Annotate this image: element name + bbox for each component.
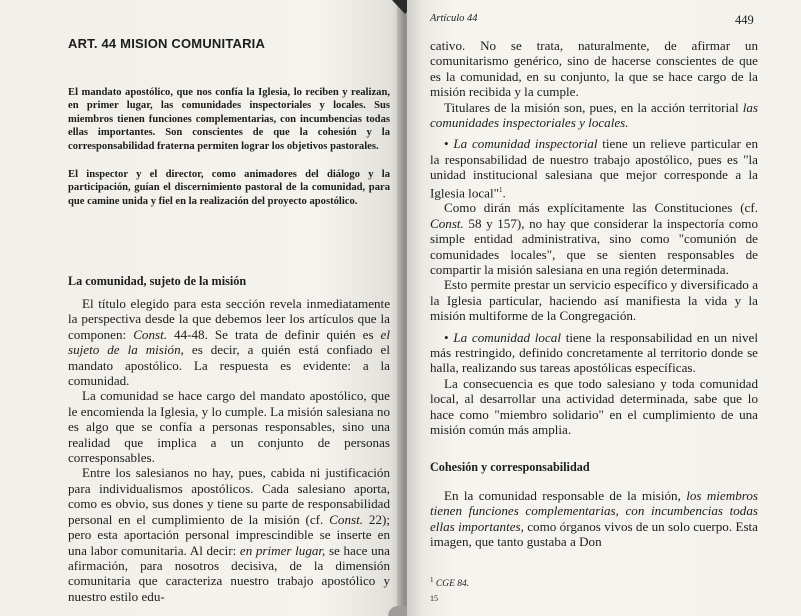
signature-mark: 15 xyxy=(430,594,438,603)
text-run: , es decir, a quién está confiado el mandato apostólico. La respuesta es evidente: a la comunidad. xyxy=(68,342,391,389)
body-paragraph xyxy=(430,38,758,100)
body-paragraph xyxy=(68,465,390,604)
text-run-italic: en primer lugar, xyxy=(239,542,326,558)
running-head: Artículo 44 xyxy=(430,13,478,24)
footnote-text: CGE 84. xyxy=(435,579,470,590)
text-run: 44-48. Se trata de definir quién es xyxy=(167,326,381,342)
text-run: . xyxy=(502,185,506,201)
body-paragraph xyxy=(430,136,758,200)
text-run: 58 y 157), no hay que considerar la inspectoría como simple entidad administrativa, sino como "comunión de comunidades locales", que se sienten responsables de compartir la misión salesiana en una región determinada. xyxy=(430,215,758,278)
bullet-mark: • xyxy=(444,329,449,345)
footnote-ref: 1 xyxy=(498,185,503,194)
right-body-text-2 xyxy=(430,488,758,550)
body-paragraph xyxy=(430,376,758,438)
text-run: Esto permite prestar un servicio específico y diversificado a la Iglesia particular, haciendo así manifiesta la vida y la misión multiforme de la Congregación. xyxy=(430,277,758,324)
text-run: se hace una afirmación, para nosotros decisiva, de la dimensión comunitaria que caracteriza nuestro trabajo apostólico y nuestro estilo edu- xyxy=(68,542,390,604)
text-run: El título elegido para esta sección revela inmediatamente la perspectiva desde la que debemos leer los artículos que la componen: xyxy=(68,296,390,342)
text-run: 22); pero esta aportación personal imprescindible se inserte en una labor comunitaria. Al decir: xyxy=(68,511,390,558)
text-run: Como dirán más explícitamente las Constituciones (cf. xyxy=(444,200,758,216)
summary-paragraph-2: El inspector y el director, como animadores del diálogo y la participación, guían el discernimiento pastoral de la comunidad, para que camine unida y fiel en la realización del proyecto apostólico. xyxy=(68,169,390,207)
text-run-italic: los miembros tienen funciones complementarias, con incumbencias todas ellas importantes, xyxy=(430,488,758,534)
text-run-italic: Const. xyxy=(329,511,364,527)
summary-paragraph-1: El mandato apostólico, que nos confía la Iglesia, lo reciben y realizan, en primer lugar, las comunidades inspectoriales y locales. Sus miembros tienen funciones complementarias, con incumbencias todas ellas importantes. Son conscientes de que la cohesión y la corresponsabilidad fraterna permiten lograr los objetivos pastorales. xyxy=(68,87,390,152)
article-heading: ART. 44 MISION COMUNITARIA xyxy=(68,36,266,51)
text-run: como órganos vivos de un solo cuerpo. Esta imagen, que tanto gustaba a Don xyxy=(430,518,758,550)
text-run-italic: Const. xyxy=(133,326,168,342)
text-run: Entre los salesianos no hay, pues, cabida ni justificación para individualismos apostólicos. Cada salesiano aporta, como es obvio, sus dones y tiene su parte de responsabilidad personal en el cumplimiento de la misión (cf. xyxy=(68,465,390,527)
text-run-italic: el sujeto de la misión xyxy=(68,326,390,358)
bullet-mark: • xyxy=(444,136,449,152)
body-paragraph xyxy=(68,296,390,388)
body-paragraph xyxy=(430,200,758,277)
text-run: En la comunidad responsable de la misión, xyxy=(444,488,687,503)
text-run: cativo. No se trata, naturalmente, de afirmar un comunitarismo genérico, sino de hacerse conscientes de que es la comunidad, en su conjunto, la que se hace cargo de la misión recibida y la cumple. xyxy=(430,38,758,100)
text-run-italic: Const. xyxy=(430,215,464,231)
right-body-text xyxy=(430,38,758,438)
section-subheading: La comunidad, sujeto de la misión xyxy=(68,274,247,288)
text-run: Titulares de la misión son, pues, en la acción territorial xyxy=(444,99,743,115)
section-subheading: Cohesión y corresponsabilidad xyxy=(430,460,590,474)
body-paragraph xyxy=(430,277,758,323)
body-paragraph xyxy=(430,488,758,550)
text-run: La consecuencia es que todo salesiano y toda comunidad local, al desarrollar una actividad determinada, sabe que lo hace como "miembro solidario" en el cumplimiento de una misión común más amplia. xyxy=(430,375,758,438)
page-number: 449 xyxy=(735,13,754,27)
text-run: tiene un relieve particular en la responsabilidad de nuestro trabajo apostólico, pues es "la unidad institucional salesiana que mejor corresponde a la Iglesia local" xyxy=(430,136,759,201)
footnote-number: 1 xyxy=(430,576,434,584)
left-body-text xyxy=(68,296,390,604)
text-run-italic: La comunidad inspectorial xyxy=(453,136,598,152)
text-run-italic: las comunidades inspectoriales y locales. xyxy=(430,99,758,131)
body-paragraph xyxy=(430,330,758,376)
text-run: tiene la responsabilidad en un nivel más restringido, definido concretamente al territorio donde se halla, realizando sus tareas apostólicas específicas. xyxy=(430,329,758,376)
text-run-italic: La comunidad local xyxy=(453,329,561,345)
footnote xyxy=(430,576,469,589)
body-paragraph xyxy=(430,100,758,131)
body-paragraph xyxy=(68,388,390,465)
text-run: La comunidad se hace cargo del mandato apostólico, que le encomienda la Iglesia, y lo cumple. La misión salesiana no es algo que se confía a personas responsables, sino una realidad que implica a un conjunto de personas corresponsables. xyxy=(68,388,390,466)
